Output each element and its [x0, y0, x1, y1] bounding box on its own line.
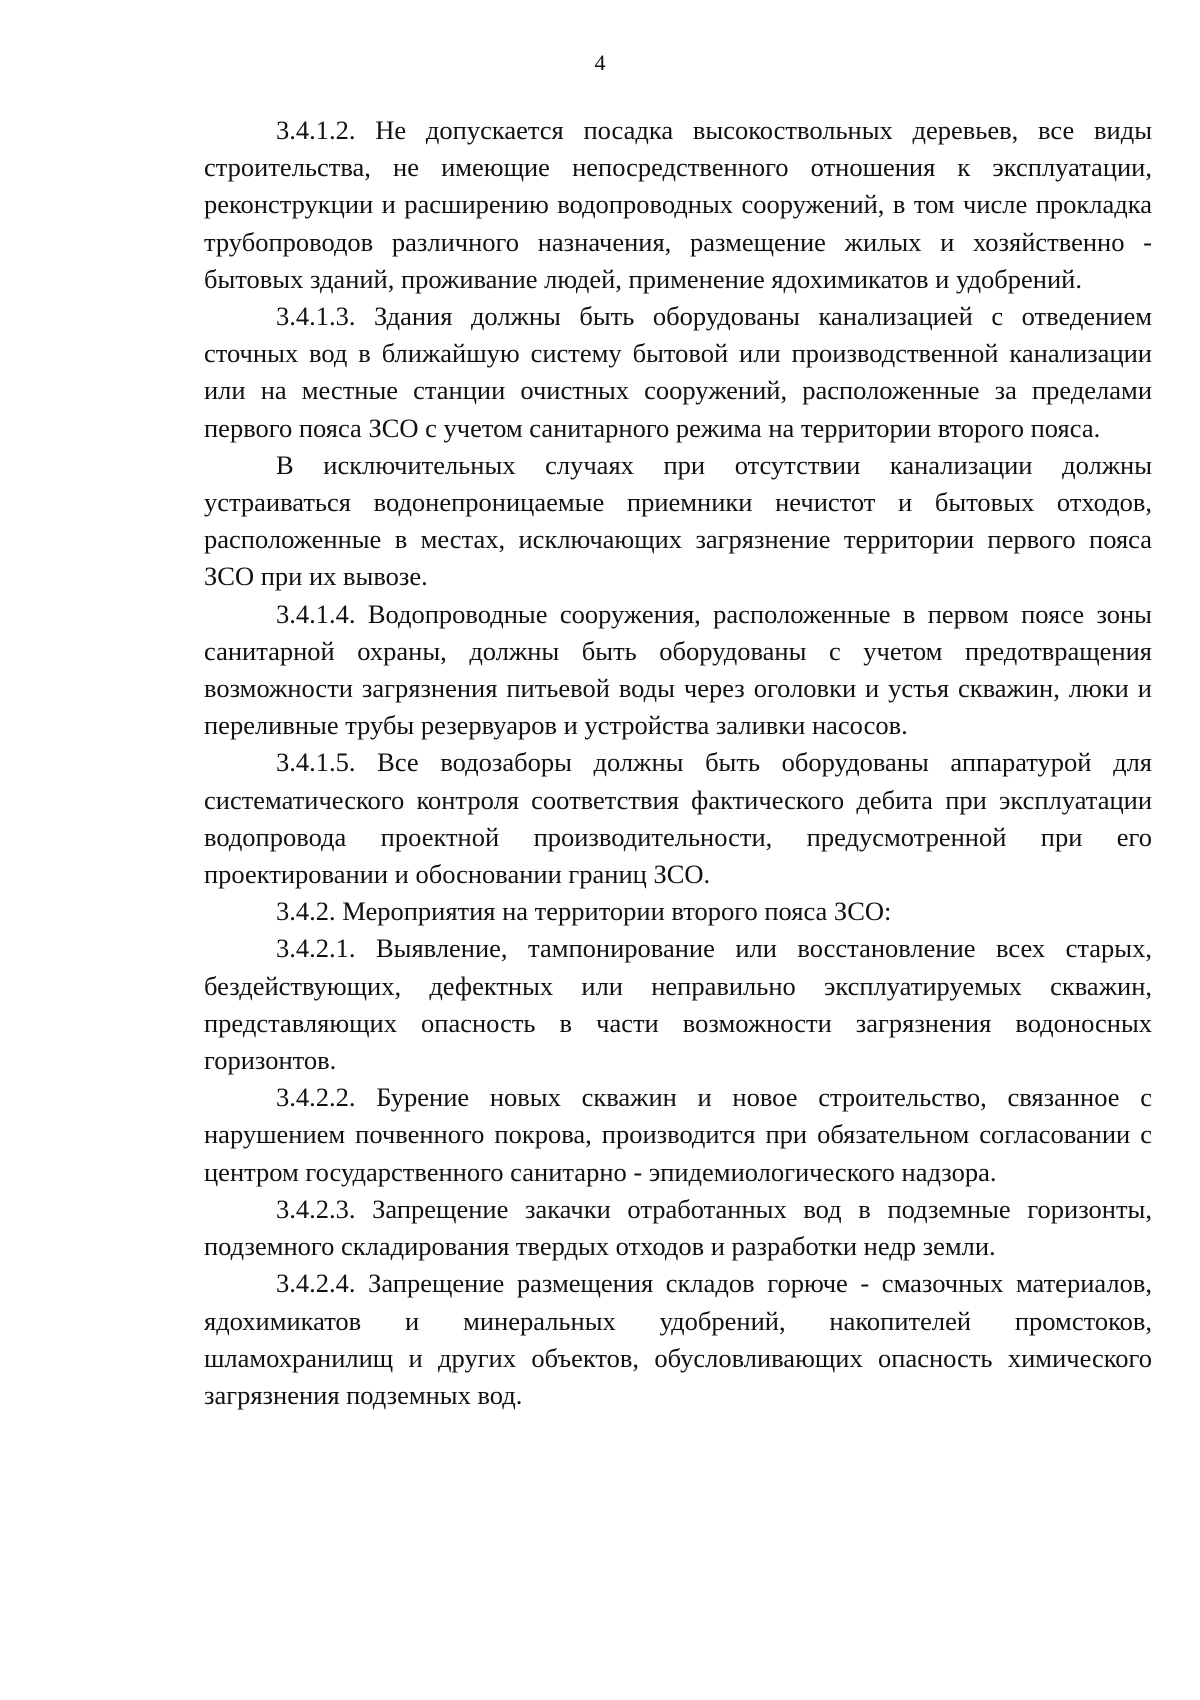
paragraph-3-4-2-4: 3.4.2.4. Запрещение размещения складов горюче - смазочных материалов, ядохимикатов и минеральных удобрений, накопителей промстоков, шламохранилищ и других объектов, обусловливающих опасность химического загрязнения подземных вод.: [204, 1268, 1152, 1410]
page-number: 4: [594, 50, 606, 75]
paragraph-3-4-1-5: 3.4.1.5. Все водозаборы должны быть оборудованы аппаратурой для систематического контроля соответствия фактического дебита при эксплуатации водопровода проектной производительности, предусмотренной при его проектировании и обосновании границ ЗСО.: [204, 747, 1152, 890]
paragraph-3-4-2-3: 3.4.2.3. Запрещение закачки отработанных вод в подземные горизонты, подземного складирования твердых отходов и разработки недр земли.: [204, 1193, 1152, 1262]
document-body: [204, 112, 1152, 1414]
paragraph-3-4-1-4: 3.4.1.4. Водопроводные сооружения, расположенные в первом поясе зоны санитарной охраны, должны быть оборудованы с учетом предотвращения возможности загрязнения питьевой воды через оголовки и устья скважин, люки и переливные трубы резервуаров и устройства заливки насосов.: [204, 598, 1152, 741]
paragraph-exceptional-cases: В исключительных случаях при отсутствии канализации должны устраиваться водонепроницаемые приемники нечистот и бытовых отходов, расположенные в местах, исключающих загрязнение территории первого пояса ЗСО при их вывозе.: [204, 449, 1152, 592]
paragraph-3-4-2-heading: 3.4.2. Мероприятия на территории второго пояса ЗСО:: [276, 896, 892, 927]
paragraph-3-4-1-3: 3.4.1.3. Здания должны быть оборудованы канализацией с отведением сточных вод в ближайшую систему бытовой или производственной канализации или на местные станции очистных сооружений, расположенные за пределами первого пояса ЗСО с учетом санитарного режима на территории второго пояса.: [204, 301, 1152, 443]
paragraph-3-4-2-2: 3.4.2.2. Бурение новых скважин и новое строительство, связанное с нарушением почвенного покрова, производится при обязательном согласовании с центром государственного санитарно - эпидемиологического надзора.: [204, 1082, 1152, 1187]
paragraph-3-4-1-2: 3.4.1.2. Не допускается посадка высокоствольных деревьев, все виды строительства, не имеющие непосредственного отношения к эксплуатации, реконструкции и расширению водопроводных сооружений, в том числе прокладка трубопроводов различного назначения, размещение жилых и хозяйственно - бытовых зданий, проживание людей, применение ядохимикатов и удобрений.: [204, 115, 1152, 294]
paragraph-3-4-2-1: 3.4.2.1. Выявление, тампонирование или восстановление всех старых, бездействующих, дефектных или неправильно эксплуатируемых скважин, представляющих опасность в части возможности загрязнения водоносных горизонтов.: [204, 933, 1152, 1076]
